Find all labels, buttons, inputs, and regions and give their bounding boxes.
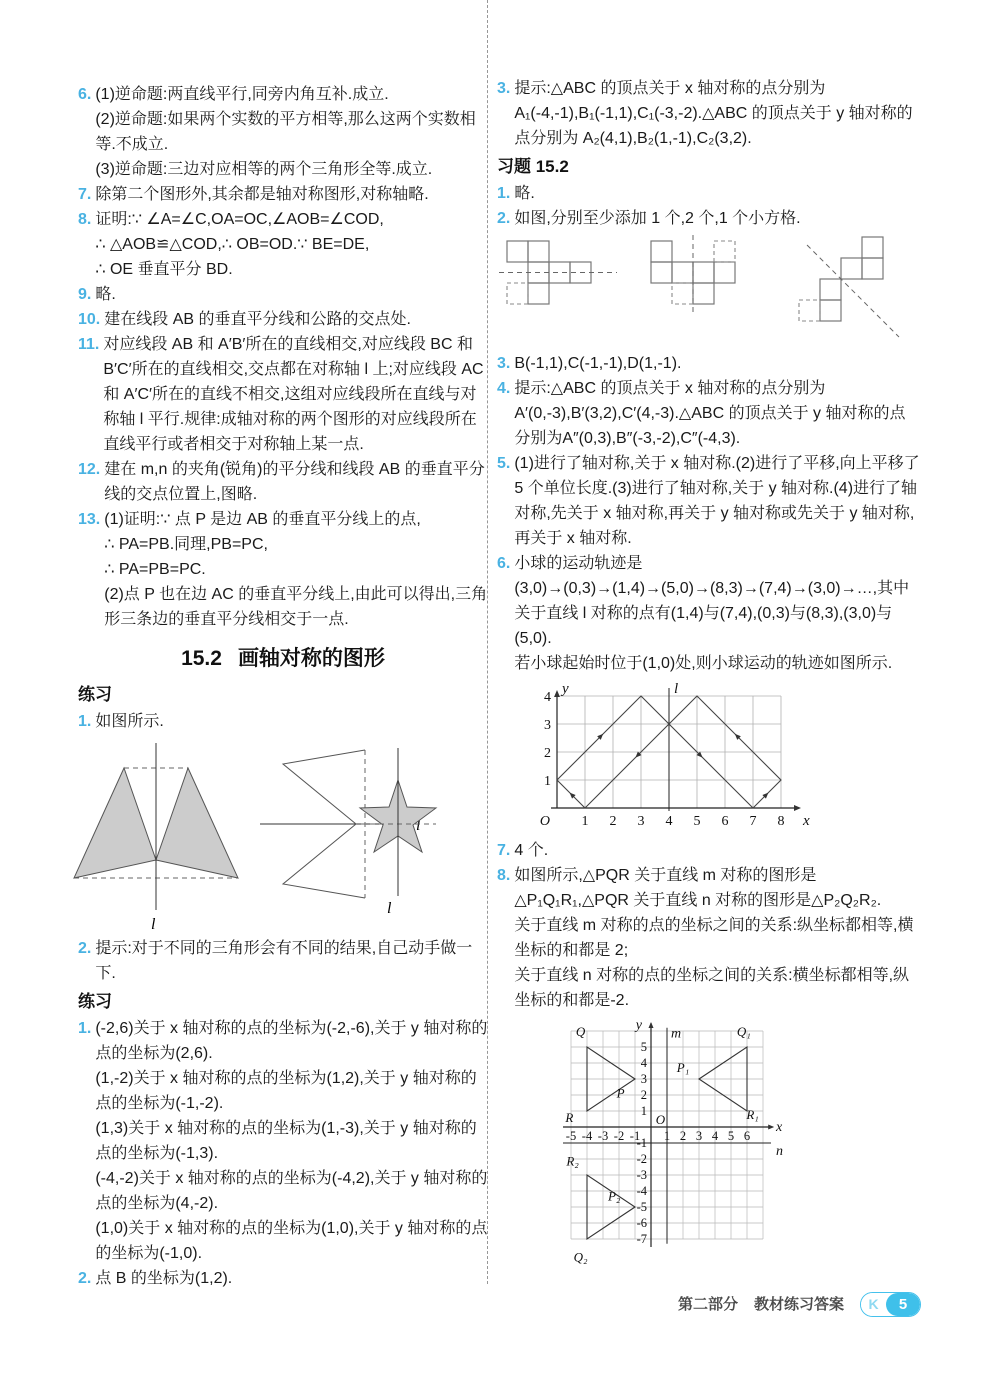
exercise-header: 习题 15.2 (497, 157, 569, 176)
svg-text:-1: -1 (636, 1136, 647, 1150)
svg-text:-2: -2 (613, 1129, 625, 1143)
svg-text:Q: Q (575, 1023, 586, 1039)
item-number: 12. (78, 461, 101, 478)
svg-text:P₂: P₂ (607, 1188, 621, 1204)
svg-text:-6: -6 (636, 1216, 647, 1230)
page-number-badge (860, 1292, 921, 1317)
item-text: (1)证明:∵ 点 P 是边 AB 的垂直平分线上的点, ∴ PA=PB.同理,PB=PC, ∴ PA=PB=PC. (2)点 P 也在边 AC 的垂直平分线上,由此可以得出,三角形三条边的垂直平分线相交于一点. (104, 511, 488, 628)
figure-axis-symmetry-shapes (68, 738, 463, 934)
svg-text:-1: -1 (629, 1129, 641, 1143)
exercise-items-c (497, 838, 921, 1013)
item-number: 13. (78, 511, 101, 528)
svg-text:O: O (539, 814, 550, 829)
item-text: B(-1,1),C(-1,-1),D(1,-1). (514, 355, 682, 372)
svg-text:Q₂: Q₂ (573, 1249, 588, 1265)
svg-text:Q₁: Q₁ (736, 1023, 751, 1039)
answer-item (497, 451, 921, 551)
exercise-items-b (497, 351, 921, 676)
item-text: 建在 m,n 的夹角(锐角)的平分线和线段 AB 的垂直平分线的交点位置上,图略. (104, 461, 485, 503)
item-number: 8. (78, 211, 92, 228)
svg-text:l: l (674, 681, 679, 697)
item-text: (-2,6)关于 x 轴对称的点的坐标为(-2,-6),关于 y 轴对称的点的坐标为(2,6). (1,-2)关于 x 轴对称的点的坐标为(1,2),关于 y 轴对称的点的坐标为(-1,-2). (1,3)关于 x 轴对称的点的坐标为(1,-3),关于 y 轴对称的点的坐标为(-1,3). (-4,-2)关于 x 轴对称的点的坐标为(-4,2),关于 y 轴对称的点的坐标为(4,-2). (1,0)关于 x 轴对称的点的坐标为(1,0),关于 y 轴对称的点的坐标为(-1,0). (95, 1020, 488, 1262)
answer-item (78, 507, 488, 632)
answer-item (78, 709, 488, 734)
svg-text:4: 4 (665, 814, 673, 829)
item-text: 小球的运动轨迹是(3,0)→(0,3)→(1,4)→(5,0)→(8,3)→(7,4)→(3,0)→…,其中关于直线 l 对称的点有(1,4)与(7,4),(0,3)与(8,3),(3,0)与(5,0). 若小球起始时位于(1,0)处,则小球运动的轨迹如图所示. (514, 555, 910, 672)
svg-text:6: 6 (721, 814, 729, 829)
axis-label: l (387, 900, 392, 917)
svg-text:x: x (803, 813, 810, 829)
item-number: 10. (78, 311, 101, 328)
svg-text:R: R (565, 1110, 574, 1126)
answer-item (497, 376, 921, 451)
svg-text:P: P (616, 1085, 625, 1101)
answer-item (78, 282, 488, 307)
footer-title: 教材练习答案 (753, 1296, 844, 1313)
svg-text:P₁: P₁ (676, 1059, 690, 1075)
svg-text:5: 5 (640, 1040, 647, 1054)
answer-item (78, 457, 488, 507)
svg-text:4: 4 (711, 1129, 719, 1143)
svg-text:2: 2 (679, 1129, 687, 1143)
grid-figure-2 (651, 235, 735, 315)
svg-text:2: 2 (609, 814, 617, 829)
badge-letter: K (861, 1293, 886, 1316)
item-text: (1)进行了轴对称,关于 x 轴对称.(2)进行了平移,向上平移了 5 个单位长度.(3)进行了轴对称,关于 y 轴对称.(4)进行了轴对称,先关于 x 轴对称,再关于 y 轴对称或先关于 y 轴对称,再关于 x 轴对称. (514, 455, 920, 547)
svg-text:y: y (562, 681, 569, 697)
answer-item (78, 182, 488, 207)
butterfly-figure (74, 743, 238, 933)
section-name: 画轴对称的图形 (237, 647, 385, 670)
item-number: 6. (497, 555, 511, 572)
figure-grid-addition (499, 235, 911, 349)
left-column (78, 82, 488, 1291)
item-number: 3. (497, 80, 511, 97)
svg-text:-7: -7 (636, 1232, 647, 1246)
item-text: 如图,分别至少添加 1 个,2 个,1 个小方格. (514, 210, 801, 227)
practice-label-2: 练习 (78, 992, 112, 1011)
item-text: 如图所示. (95, 713, 164, 730)
svg-text:-2: -2 (636, 1152, 647, 1166)
chart-pqr-reflection (555, 1017, 797, 1267)
item-number: 11. (78, 336, 100, 353)
section-title (78, 644, 488, 674)
item-text: 4 个. (514, 842, 549, 859)
svg-text:1: 1 (640, 1104, 647, 1118)
item-text: (1)逆命题:两直线平行,同旁内角互补.成立. (2)逆命题:如果两个实数的平方相等,那么这两个实数相等.不成立. (3)逆命题:三边对应相等的两个三角形全等.成立. (95, 86, 476, 178)
svg-text:1: 1 (663, 1129, 671, 1143)
answer-item (78, 1016, 488, 1266)
answer-item (497, 181, 921, 206)
item-number: 2. (497, 210, 511, 227)
item-text: 除第二个图形外,其余都是轴对称图形,对称轴略. (95, 186, 429, 203)
item-number: 4. (497, 380, 511, 397)
item-text: 如图所示,△PQR 关于直线 m 对称的图形是△P₁Q₁R₁,△PQR 关于直线 n 对称的图形是△P₂Q₂R₂. 关于直线 m 对称的点的坐标之间的关系:纵坐标都相等,横坐标的和都是 2; 关于直线 n 对称的点的坐标之间的关系:横坐标都相等,纵坐标的和都是-2. (514, 867, 914, 1009)
svg-text:-3: -3 (597, 1129, 609, 1143)
item-number: 2. (78, 1270, 92, 1287)
answer-item (78, 936, 488, 986)
item-text: 提示:△ABC 的顶点关于 x 轴对称的点分别为 A₁(-4,-1),B₁(-1,1),C₁(-3,-2).△ABC 的顶点关于 y 轴对称的点分别为 A₂(4,1),B₂(1,-1),C₂(3,2). (514, 80, 913, 147)
svg-text:-5: -5 (565, 1129, 577, 1143)
svg-text:y: y (635, 1018, 642, 1033)
item-text: 提示:对于不同的三角形会有不同的结果,自己动手做一下. (95, 940, 473, 982)
answer-item (78, 207, 488, 282)
item-text: 建在线段 AB 的垂直平分线和公路的交点处. (104, 311, 411, 328)
answer-item (497, 863, 921, 1013)
item-number: 5. (497, 455, 511, 472)
answer-item (497, 76, 921, 151)
item-text: 对应线段 AB 和 A′B′所在的直线相交,对应线段 BC 和 B′C′所在的直线相交,交点都在对称轴 l 上;对应线段 AC 和 A′C′所在的直线不相交,这组对应线段所在直线与对称轴 l 平行.规律:成轴对称的两个图形的对应线段所在直线平行或者相交于对称轴上某一点. (103, 336, 484, 453)
item-number: 1. (78, 713, 92, 730)
svg-text:O: O (655, 1111, 666, 1127)
page-footer (497, 1292, 921, 1317)
item-text: 点 B 的坐标为(1,2). (95, 1270, 233, 1287)
answer-item (78, 1266, 488, 1291)
chart-ball-trajectory (527, 680, 819, 834)
svg-text:4: 4 (544, 690, 551, 705)
svg-text:3: 3 (544, 718, 551, 733)
svg-text:3: 3 (637, 814, 645, 829)
item-number: 8. (497, 867, 511, 884)
svg-text:4: 4 (640, 1056, 647, 1070)
answer-item (78, 82, 488, 182)
item-number: 2. (78, 940, 92, 957)
item-number: 1. (78, 1020, 92, 1037)
item-number: 9. (78, 286, 92, 303)
svg-text:n: n (776, 1144, 783, 1159)
svg-text:1: 1 (544, 774, 551, 789)
svg-text:-3: -3 (636, 1168, 647, 1182)
item-number: 7. (497, 842, 511, 859)
footer-part: 第二部分 (677, 1296, 738, 1313)
svg-text:5: 5 (693, 814, 701, 829)
svg-text:7: 7 (749, 814, 757, 829)
item-text: 略. (514, 185, 535, 202)
item-text: 提示:△ABC 的顶点关于 x 轴对称的点分别为 A′(0,-3),B′(3,2),C′(4,-3).△ABC 的顶点关于 y 轴对称的点分别为A″(0,3),B″(-3,-2),C″(-4,3). (514, 380, 906, 447)
badge-page-number: 5 (886, 1293, 920, 1316)
answer-item (497, 206, 921, 231)
answer-item (497, 351, 921, 376)
svg-text:-5: -5 (636, 1200, 647, 1214)
grid-figure-3 (799, 237, 899, 337)
answer-item (497, 551, 921, 676)
item-number: 6. (78, 86, 92, 103)
svg-text:2: 2 (640, 1088, 647, 1102)
practice-cont-items (497, 76, 921, 151)
grid-figure-1 (499, 241, 617, 304)
item-number: 1. (497, 185, 511, 202)
item-text: 证明:∵ ∠A=∠C,OA=OC,∠AOB=∠COD, ∴ △AOB≌△COD,∴ OB=OD.∵ BE=DE, ∴ OE 垂直平分 BD. (95, 211, 384, 278)
svg-text:x: x (776, 1120, 783, 1135)
answers-15-1 (78, 82, 488, 632)
svg-text:-4: -4 (636, 1184, 647, 1198)
practice1-items-a (78, 709, 488, 734)
answer-item (78, 332, 488, 457)
star-figure (360, 748, 436, 917)
svg-text:5: 5 (727, 1129, 735, 1143)
svg-text:m: m (671, 1026, 682, 1042)
item-text: 略. (95, 286, 116, 303)
svg-text:R₂: R₂ (566, 1153, 579, 1169)
svg-text:3: 3 (640, 1072, 647, 1086)
section-number: 15.2 (181, 647, 222, 670)
practice1-items-b (78, 936, 488, 986)
svg-text:2: 2 (544, 746, 551, 761)
axis-label: l (151, 916, 156, 933)
item-number: 7. (78, 186, 92, 203)
svg-text:1: 1 (581, 814, 589, 829)
svg-text:8: 8 (777, 814, 785, 829)
item-number: 3. (497, 355, 511, 372)
practice2-items (78, 1016, 488, 1291)
answer-item (78, 307, 488, 332)
axis-label: l (416, 817, 421, 834)
svg-text:6: 6 (743, 1129, 751, 1143)
svg-text:3: 3 (695, 1129, 703, 1143)
practice-label-1: 练习 (78, 685, 112, 704)
answer-item (497, 838, 921, 863)
svg-text:R₁: R₁ (746, 1107, 759, 1122)
svg-text:-4: -4 (581, 1129, 593, 1143)
exercise-items-a (497, 181, 921, 231)
right-column (497, 76, 921, 1267)
